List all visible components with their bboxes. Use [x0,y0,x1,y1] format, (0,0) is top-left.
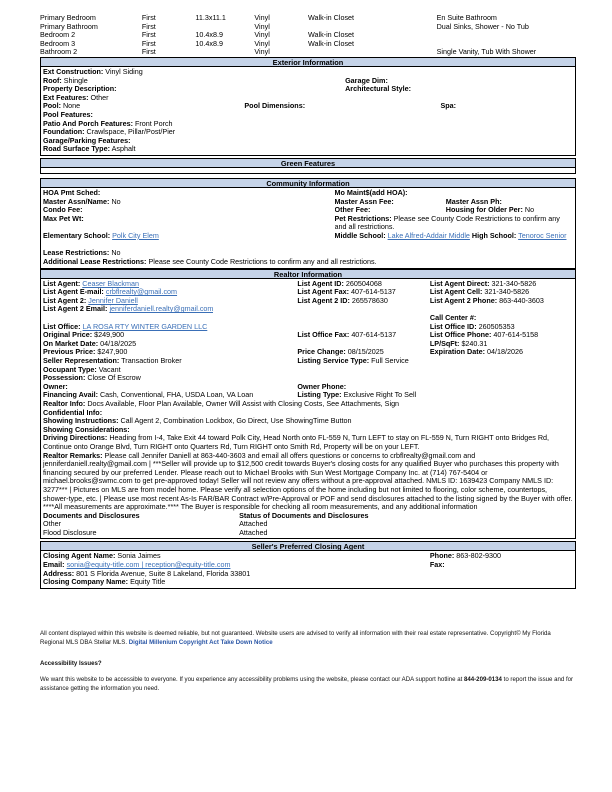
label: List Agent E-mail: [43,288,104,297]
label: Financing Avail: [43,391,98,400]
room-feat2 [437,31,576,40]
list-agent-2-link[interactable]: Jennifer Daniell [88,296,138,305]
list-agent-email-link[interactable]: crbflrealty@gmail.com [105,288,178,297]
label: Seller Representation: [43,357,120,365]
label: On Market Date: [43,339,99,348]
label: List Agent 2: [43,296,87,305]
section-header-realtor: Realtor Information [40,269,576,279]
label: Spa: [440,102,457,111]
label: Showing Instructions: [43,417,119,426]
section-community [40,188,576,269]
value: 863-440-3603 [499,296,544,305]
docs-status-header: Status of Documents and Disclosures [239,511,369,520]
label: Ext Features: [43,93,89,102]
label: Email: [43,561,65,570]
label: Listing Type: [297,391,342,400]
label: List Agent Fax: [297,288,350,297]
room-level: First [141,14,156,22]
label: List Agent 2 Email: [43,305,108,314]
doc-row [43,529,573,538]
room-feat1: Walk-in Closet [307,14,355,22]
room-row [40,40,576,49]
accessibility-post: to report the issue and for assistance getting the information you need. [40,676,574,692]
room-row [40,14,576,23]
disclaimer-text: All content displayed within this website is deemed reliable, but not guaranteed. Website users are advised to verify all information with their real estate representative. Copyright© My Florida Regional MLS DBA Stellar MLS. [40,630,551,646]
room-name: Bedroom 2 [40,31,76,40]
label: Realtor Remarks: [43,450,103,460]
ada-hotline: 844-209-0134 [463,676,502,683]
label: List Agent 2 ID: [297,296,350,305]
value: Please call Jennifer Daniell at 863-440-3603 and email all offers questions or concerns to crbflrealty@gmail.com and jenniferdaniell.realty@gmail.com | ***Seller will provide up to $12,500 credit towards Buyer's closing costs for any qualified Buyer who purchases this property with financing secured by our preferred Lender. Please reach out to Michael Brooks with Sun West Mortgage Company Inc. at (714) 767-5404 or michael.brooks@swmc.com to get pre-approved today! Seller will not review any offers without a pre-approval attached. NMLS ID: 1639423 Company NMLS ID: 3277*** | Pictures on MLS are from model home. Please verify all selection options of the home including but not limited to flooring, color scheme, countertops, shower-type, etc. | Please use most recent As-Is FAR/BAR Contract w/Pre-Approval or POF and send disclosures attached to the listing signed by the Buyer with offer. ****All measurements are approximate.**** The Buyer is responsible for checking all room measurements, and any additional information [43,450,573,512]
value: No [111,249,121,258]
value: Other [90,93,109,102]
room-name: Primary Bedroom [40,14,96,22]
room-floor: Vinyl [254,48,270,57]
value: Call Agent 2, Combination Lockbox, Go Direct, Use ShowingTime Button [120,417,352,426]
doc-status: Attached [239,528,268,537]
room-level: First [141,22,156,31]
value: 863-802-9300 [456,552,502,561]
section-realtor [40,279,576,540]
label: Call Center #: [429,314,477,323]
label: List Office ID: [429,322,477,331]
high-school-link[interactable]: Tenoroc Senior [518,231,567,240]
value: No [524,206,535,215]
value: None [62,102,81,111]
doc-name: Other [43,520,61,529]
label: List Agent ID: [297,279,344,288]
label: Pool: [43,102,61,111]
section-header-exterior: Exterior Information [40,57,576,67]
value: Close Of Escrow [87,374,141,383]
room-dims [195,23,254,32]
room-level: First [141,48,156,57]
label: Housing for Older Per: [445,206,523,215]
section-header-closing: Seller's Preferred Closing Agent [40,541,576,551]
room-table [40,14,576,57]
label: LP/SqFt: [429,339,460,348]
value: Exclusive Right To Sell [343,391,417,400]
label: Elementary School: [43,231,111,240]
value: Please see County Code Restrictions to confirm any and all restrictions. [148,258,377,267]
label: Price Change: [297,348,346,357]
value: Shingle [63,76,88,85]
room-floor: Vinyl [254,31,270,40]
label: Additional Lease Restrictions: [43,258,147,267]
label: Patio And Porch Features: [43,119,133,128]
label: Property Description: [43,85,117,94]
room-name: Bedroom 3 [40,39,76,48]
label: List Office Fax: [297,331,350,340]
room-dims [195,48,254,57]
label: Showing Considerations: [43,425,130,434]
label: Mo Maint$(add HOA): [334,188,408,197]
room-floor: Vinyl [254,14,270,22]
room-feat1: Walk-in Closet [307,31,355,40]
section-header-community: Community Information [40,178,576,188]
dmca-link[interactable]: Digital Millenium Copyright Act Take Down Notice [128,638,273,646]
label: Pet Restrictions: [334,214,392,223]
value: Cash, Conventional, FHA, USDA Loan, VA Loan [99,391,254,400]
value: Asphalt [111,145,136,154]
value: Heading from I-4, Take Exit 44 toward Polk City, Head North onto FL-559 N, Turn LEFT to stay on FL-559 N, Turn RIGHT onto Bridges Rd, Continue onto Orange Blvd, Turn RIGHT onto Quarters Rd, Turn RIGHT onto Smith Rd, Property will be on your LEFT. [43,433,550,451]
room-row [40,23,576,32]
label: Max Pet Wt: [43,214,84,223]
value: Transaction Broker [121,357,182,365]
room-row [40,31,576,40]
value: 407-614-5137 [351,288,396,297]
label: Condo Fee: [43,206,83,215]
value: 407-614-5137 [351,331,397,340]
label: Occupant Type: [43,365,97,374]
value: Sonia Jaimes [117,552,161,561]
footer-disclaimer [40,630,576,647]
label: Pool Dimensions: [244,102,306,111]
docs-header: Documents and Disclosures [43,511,140,520]
value: $249,900 [94,331,125,340]
room-feat2: Dual Sinks, Shower - No Tub [436,22,529,31]
value: Crawlspace, Pillar/Post/Pier [86,128,176,137]
section-green [40,168,576,174]
label: Address: [43,569,75,578]
label: Middle School: [334,231,386,240]
label: List Agent 2 Phone: [429,296,498,305]
value: 321-340-5826 [491,279,537,288]
list-agent-2-email-link[interactable]: jenniferdaniell.realty@gmail.com [109,305,214,314]
realtor-remarks [43,452,573,512]
label: High School: [471,231,517,240]
middle-school-link[interactable]: Lake Alfred-Addair Middle [387,231,470,240]
label: Architectural Style: [345,85,411,94]
value: 04/18/2025 [100,339,137,348]
label: Owner: [43,382,68,391]
room-feat1: Walk-in Closet [307,39,355,48]
room-floor: Vinyl [254,22,270,31]
section-closing [40,551,576,588]
listing-sheet [40,14,576,589]
label: Expiration Date: [429,348,486,357]
label: Possession: [43,374,86,383]
label: Closing Agent Name: [43,552,116,561]
room-dims: 10.4x8.9 [195,31,223,40]
label: Realtor Info: [43,399,86,408]
doc-status: Attached [239,520,268,529]
room-feat2 [437,40,576,49]
section-header-green: Green Features [40,158,576,168]
label: Fax: [429,561,445,570]
room-level: First [141,39,156,48]
label: Previous Price: [43,348,96,357]
closing-email-link[interactable]: sonia@equity-title.com | reception@equity-title.com [66,561,231,570]
value: Please see County Code Restrictions to confirm any and all restrictions. [334,214,560,232]
label: Listing Service Type: [297,357,370,365]
room-feat1 [308,23,437,32]
elementary-school-link[interactable]: Polk City Elem [112,231,159,240]
label: Pool Features: [43,110,93,119]
label: Roof: [43,76,62,85]
value: $247,900 [97,348,128,357]
value: $240.31 [461,339,488,348]
label: Other Fee: [334,206,371,215]
room-feat2: Single Vanity, Tub With Shower [436,48,537,57]
label: Master Assn Ph: [445,197,502,206]
value: Vinyl Siding [105,67,143,76]
room-floor: Vinyl [254,39,270,48]
value: No [111,197,121,206]
label: Garage/Parking Features: [43,136,131,145]
value: 260505353 [478,322,515,331]
value: 265578630 [351,296,388,305]
label: HOA Pmt Sched: [43,188,101,197]
driving-directions [43,434,573,451]
room-name: Primary Bathroom [40,22,98,31]
value: 801 S Florida Avenue, Suite 8 Lakeland, Florida 33801 [76,569,251,578]
label: List Agent Cell: [429,288,483,297]
doc-name: Flood Disclosure [43,528,97,537]
value: Full Service [371,357,409,365]
value: 407-614-5158 [493,331,539,340]
label: Ext Construction: [43,67,104,76]
label: List Office Phone: [429,331,492,340]
label: List Agent Direct: [429,279,490,288]
label: List Agent: [43,279,81,288]
value: Docs Available, Floor Plan Available, Owner Will Assist with Closing Costs, See Attachments, Sign [87,399,400,408]
accessibility-heading: Accessibility Issues? [40,660,102,667]
label: Owner Phone: [297,382,347,391]
room-dims: 10.4x8.9 [195,39,223,48]
label: Garage Dim: [345,76,388,85]
value: Front Porch [135,119,173,128]
room-name: Bathroom 2 [40,48,78,57]
label: Closing Company Name: [43,578,129,587]
docs-list [43,520,573,537]
accessibility-pre: We want this website to be accessible to everyone. If you experience any accessibility problems using the website, please contact our ADA support hotline at [40,676,463,683]
room-row [40,48,576,57]
doc-row [43,520,573,529]
list-office-link[interactable]: LA ROSA RTY WINTER GARDEN LLC [82,322,208,331]
list-agent-link[interactable]: Ceaser Blackman [82,279,139,288]
label: Phone: [429,552,455,561]
room-dims: 11.3x11.1 [195,14,226,22]
label: Confidential Info: [43,408,103,417]
label: Master Assn Fee: [334,197,394,206]
value: 04/18/2026 [487,348,523,357]
value: Vacant [98,365,121,374]
label: Driving Directions: [43,433,108,443]
label: Original Price: [43,331,93,340]
label: List Office: [43,322,81,331]
value: 08/15/2025 [347,348,384,357]
label: Road Surface Type: [43,145,110,154]
room-feat1 [308,48,437,57]
value: 321-340-5826 [484,288,530,297]
value: Equity Title [130,578,166,587]
value: 260504068 [345,279,382,288]
label: Lease Restrictions: [43,249,110,258]
accessibility-text [40,676,576,693]
room-level: First [141,31,156,40]
label: Master Assn/Name: [43,197,110,206]
section-exterior [40,67,576,156]
room-feat2: En Suite Bathroom [436,14,497,22]
label: Foundation: [43,128,85,137]
